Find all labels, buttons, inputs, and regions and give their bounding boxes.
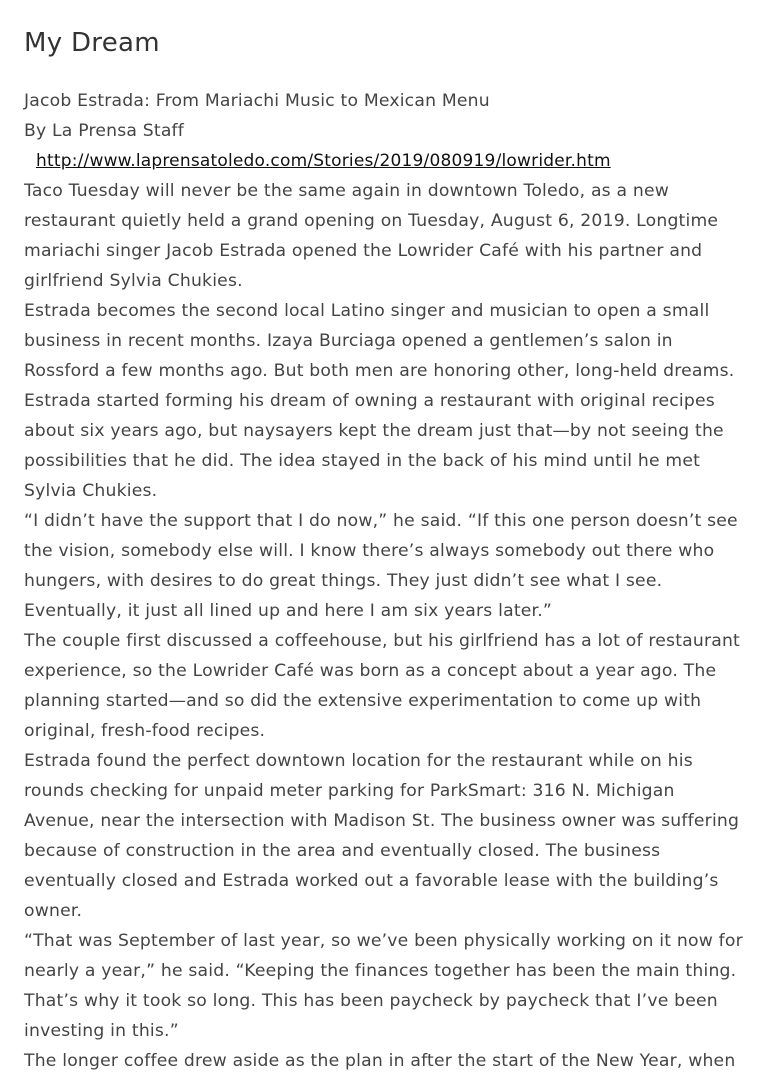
source-link[interactable]: http://www.laprensatoledo.com/Stories/2019/080919/lowrider.htm (36, 151, 611, 171)
article (24, 86, 748, 1076)
paragraph-5: The couple first discussed a coffeehouse, but his girlfriend has a lot of restaurant experience, so the Lowrider Café was born as a concept about a year ago. The planning started—and so did the extensive experimentation to come up with original, fresh-food recipes. (24, 631, 740, 741)
source-link-line (24, 146, 748, 176)
paragraph-2: Estrada becomes the second local Latino singer and musician to open a small business in recent months. Izaya Burciaga opened a gentlemen’s salon in Rossford a few months ago. But both men are honoring other, long-held dreams. (24, 301, 735, 381)
paragraph-6: Estrada found the perfect downtown location for the restaurant while on his rounds checking for unpaid meter parking for ParkSmart: 316 N. Michigan Avenue, near the intersection with Madison St. The business owner was suffering because of construction in the area and eventually closed. The business eventually closed and Estrada worked out a favorable lease with the building’s owner. (24, 751, 740, 921)
paragraph-7: “That was September of last year, so we’ve been physically working on it now for nearly a year,” he said. “Keeping the finances together has been the main thing. That’s why it took so long. This has been paycheck by paycheck that I’ve been investing in this.” (24, 931, 743, 1041)
page-title: My Dream (24, 28, 160, 58)
paragraph-4: “I didn’t have the support that I do now,” he said. “If this one person doesn’t see the vision, somebody else will. I know there’s always somebody out there who hungers, with desires to do great things. They just didn’t see what I see. Eventually, it just all lined up and here I am six years later.” (24, 511, 738, 621)
article-headline: Jacob Estrada: From Mariachi Music to Mexican Menu (24, 91, 490, 111)
paragraph-8: The longer coffee drew aside as the plan in after the start of the New Year, when (24, 1051, 736, 1071)
article-byline: By La Prensa Staff (24, 121, 185, 141)
document-page (24, 26, 748, 1076)
paragraph-1: Taco Tuesday will never be the same again in downtown Toledo, as a new restaurant quietly held a grand opening on Tuesday, August 6, 2019. Longtime mariachi singer Jacob Estrada opened the Lowrider Café with his partner and girlfriend Sylvia Chukies. (24, 181, 719, 291)
paragraph-3: Estrada started forming his dream of owning a restaurant with original recipes about six years ago, but naysayers kept the dream just that—by not seeing the possibilities that he did. The idea stayed in the back of his mind until he met Sylvia Chukies. (24, 391, 724, 501)
